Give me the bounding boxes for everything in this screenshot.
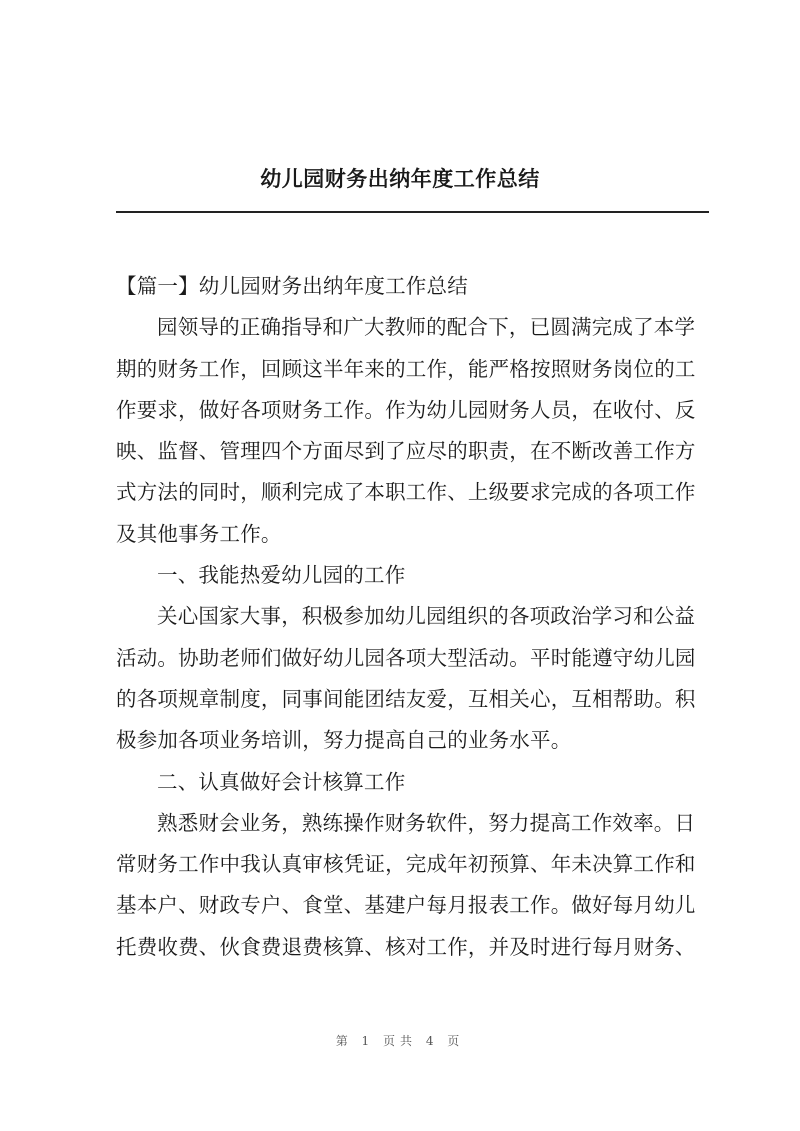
paragraph-line: 期的财务工作，回顾这半年来的工作，能严格按照财务岗位的工 bbox=[116, 356, 696, 381]
paragraph-line: 映、监督、管理四个方面尽到了应尽的职责，在不断改善工作方 bbox=[116, 439, 696, 464]
paragraph-line: 及其他事务工作。 bbox=[116, 521, 282, 546]
paragraph-line: 基本户、财政专户、食堂、基建户每月报表工作。做好每月幼儿 bbox=[116, 893, 696, 918]
paragraph-line: 熟悉财会业务，熟练操作财务软件，努力提高工作效率。日 bbox=[157, 810, 696, 835]
subsection-heading: 一、我能热爱幼儿园的工作 bbox=[157, 563, 406, 588]
document-body bbox=[116, 266, 712, 968]
document-title: 幼儿园财务出纳年度工作总结 bbox=[260, 167, 540, 191]
paragraph-line: 常财务工作中我认真审核凭证，完成年初预算、年未决算工作和 bbox=[116, 852, 696, 877]
paragraph-line: 式方法的同时，顺利完成了本职工作、上级要求完成的各项工作 bbox=[116, 480, 696, 505]
paragraph-line: 关心国家大事，积极参加幼儿园组织的各项政治学习和公益 bbox=[157, 604, 696, 629]
paragraph-line: 托费收费、伙食费退费核算、核对工作，并及时进行每月财务、 bbox=[116, 934, 696, 959]
paragraph-line: 极参加各项业务培训，努力提高自己的业务水平。 bbox=[116, 728, 572, 753]
paragraph-line: 园领导的正确指导和广大教师的配合下，已圆满完成了本学 bbox=[157, 315, 696, 340]
page-number: 第 1 页共 4 页 bbox=[335, 1034, 465, 1048]
title-divider bbox=[116, 211, 709, 213]
paragraph-line: 的各项规章制度，同事间能团结友爱，互相关心，互相帮助。积 bbox=[116, 686, 696, 711]
paragraph-line: 作要求，做好各项财务工作。作为幼儿园财务人员，在收付、反 bbox=[116, 397, 696, 422]
paragraph-line: 活动。协助老师们做好幼儿园各项大型活动。平时能遵守幼儿园 bbox=[116, 645, 696, 670]
section-heading: 【篇一】幼儿园财务出纳年度工作总结 bbox=[116, 274, 468, 298]
subsection-heading: 二、认真做好会计核算工作 bbox=[157, 769, 406, 794]
